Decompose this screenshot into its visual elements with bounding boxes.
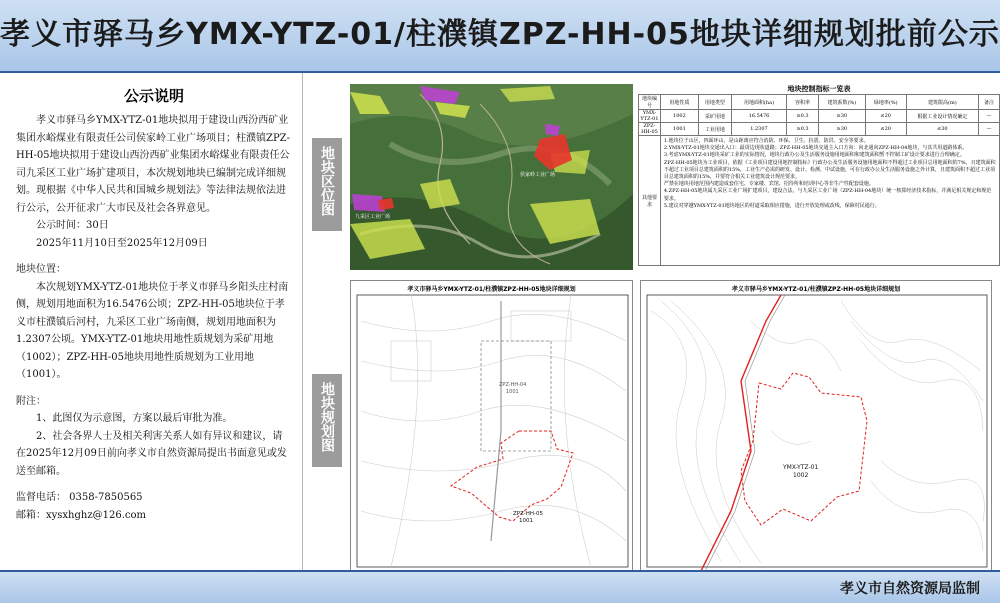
parcel-boundary-ymx bbox=[741, 373, 867, 525]
table-header-cell: 用地面积(ha) bbox=[731, 95, 786, 110]
table-cell: 16.5476 bbox=[731, 110, 786, 123]
table-cell: ≥30 bbox=[818, 123, 865, 136]
table-cell: ZPZ-HH-05 bbox=[639, 123, 661, 136]
requirement-note: 2.YMX-YTZ-01地块交通出入口：最周边现状道路；ZPZ-HH-05地块交通主入口方向：向北通向ZPZ-HH-04地块，与其共用道路体系。 bbox=[663, 145, 968, 152]
map-label-1: 九采区工业广场 bbox=[355, 214, 391, 220]
requirement-note: 3.考虑YMX-YTZ-01地块采矿工业的实际情况，地块行政办公及生活服务设施用地面积和建筑面积暂不控制工矿设计要求进行合理确定。 bbox=[663, 152, 965, 159]
satellite-image bbox=[350, 84, 633, 270]
requirement-note: 严禁在地块用地范围内建造成套住宅、专家楼、宾馆、招待所和培训中心等非生产性配套设施。 bbox=[663, 181, 874, 188]
note-2: 2、社会各界人士及相关利害关系人如有异议和建议，请在2025年12月09日前向孝义市自然资源局提出书面意见或发送至邮箱。 bbox=[16, 430, 287, 477]
notice-heading: 公示说明 bbox=[123, 87, 184, 105]
table-cell: ≤30 bbox=[906, 123, 978, 136]
planning-drawing-left bbox=[351, 281, 633, 571]
neighbor-parcel-code: ZPZ-HH-04 bbox=[499, 382, 527, 388]
road-line bbox=[701, 295, 781, 571]
table-header-cell: 容积率 bbox=[787, 95, 819, 110]
planning-map-label bbox=[312, 374, 342, 467]
table-cell: ≤20 bbox=[865, 123, 906, 136]
parcel-sub-zpz: 1001 bbox=[519, 518, 533, 524]
note-1: 1、此图仅为示意图，方案以最后审批为准。 bbox=[36, 413, 233, 424]
issuing-department: 孝义市自然资源局监制 bbox=[840, 581, 980, 597]
table-cell: 1002 bbox=[660, 110, 698, 123]
notes-heading: 附注： bbox=[16, 395, 46, 407]
supervision-phone: 监督电话： 0358-7850565 bbox=[16, 492, 143, 503]
table-header-cell: 绿地率(%) bbox=[865, 95, 906, 110]
indicator-table bbox=[638, 94, 1000, 266]
parcel-code-zpz: ZPZ-HH-05 bbox=[513, 511, 543, 517]
table-header-cell: 备注 bbox=[979, 95, 1000, 110]
notice-intro: 孝义市驿马乡YMX-YTZ-01地块拟用于建设山西汾西矿业集团水峪煤业有限责任公司侯家岭工业广场项目；柱濮镇ZPZ-HH-05地块拟用于建设山西汾西矿业集团水峪煤业有限责任公司九采区工业广场扩建项目，本次规划地块已编制完成详细规划。现根据《中华人民共和国城乡规划法》等法律法规依法进行公示，公开征求广大市民及社会各界意见。 bbox=[16, 115, 291, 214]
table-header-row bbox=[639, 95, 1000, 110]
table-row bbox=[639, 110, 1000, 123]
planning-map-label-text: 地块规划图 bbox=[319, 382, 335, 452]
table-header-cell: 地块编号 bbox=[639, 95, 661, 110]
other-requirements-label: 其他要求 bbox=[639, 136, 661, 266]
other-requirements-notes bbox=[660, 136, 999, 266]
page-title: 孝义市驿马乡YMX-YTZ-01/柱濮镇ZPZ-HH-05地块详细规划批前公示 bbox=[0, 17, 1000, 52]
table-cell: ≥0.3 bbox=[787, 123, 819, 136]
requirement-note: ZPZ-HH-05地块为工业项目，依据《工业项目建设用地控制指标》行政办公及生活服务设施用地面积不得超过工业项目总用地面积的7%，且建筑面积不超过工业项目总建筑面积的15%，工业生产必需的研发、设计、检测、中试设施，可在行政办公及生活服务设施之外计算，且建筑面积不超过工业项目总建筑面积的15%，并要符合相关工业建筑设计规范要求。 bbox=[663, 159, 996, 181]
location-map bbox=[350, 84, 633, 270]
table-row-other bbox=[639, 136, 1000, 266]
table-header-cell: 建筑系数(%) bbox=[818, 95, 865, 110]
neighbor-parcel-sub: 1001 bbox=[506, 389, 519, 395]
table-cell: YMX-YTZ-01 bbox=[640, 110, 659, 122]
parcel-code-ymx: YMX-YTZ-01 bbox=[783, 464, 819, 471]
indicator-table-title: 地块控制指标一览表 bbox=[787, 84, 851, 93]
parcel-sub-ymx: 1002 bbox=[793, 472, 809, 479]
table-row bbox=[639, 123, 1000, 136]
table-cell: ≥0.3 bbox=[787, 110, 819, 123]
table-cell: 根据工业设计情况确定 bbox=[906, 110, 978, 123]
table-cell: 1.2307 bbox=[731, 123, 786, 136]
parcel-boundary-zpz bbox=[451, 431, 573, 521]
table-cell: ≥30 bbox=[818, 110, 865, 123]
notice-dates: 2025年11月10日至2025年12月09日 bbox=[36, 237, 208, 249]
requirement-note: 5.建议对穿越YMX-YTZ-01地块地区的村道采取相应措施，进行开放处理或改线，保障村民通行。 bbox=[663, 202, 880, 209]
notice-panel bbox=[0, 73, 303, 570]
location-heading: 地块位置： bbox=[16, 264, 66, 275]
contact-email: 邮箱：xysxhghz@126.com bbox=[16, 509, 146, 521]
page-header bbox=[0, 0, 1000, 73]
table-header-cell: 用地类型 bbox=[698, 95, 731, 110]
planning-map-left-title: 孝义市驿马乡YMX-YTZ-01/柱濮镇ZPZ-HH-05地块详细规划 bbox=[407, 286, 576, 293]
table-cell: ≤20 bbox=[865, 110, 906, 123]
indicator-table-panel bbox=[638, 84, 1000, 270]
planning-map-right-title: 孝义市驿马乡YMX-YTZ-01/柱濮镇ZPZ-HH-05地块详细规划 bbox=[731, 286, 901, 293]
table-cell: 1001 bbox=[660, 123, 698, 136]
location-text: 本次规划YMX-YTZ-01地块位于孝义市驿马乡阳头庄村南侧，规划用地面积为16.5476公顷；ZPZ-HH-05地块位于孝义市柱濮镇后河村，九采区工业广场南侧，规划用地面积为1.2307公顷。YMX-YTZ-01地块用地性质规划为采矿用地（1002）；ZPZ-HH-05地块用地性质规划为工业用地（1001）。 bbox=[16, 281, 289, 380]
notice-period: 公示时间：30日 bbox=[36, 220, 109, 231]
requirement-note: 1.地块位于山区，四面环山，是山距离应符合消防、环保、卫生、抗震、防洪、安全等要求。 bbox=[663, 138, 869, 144]
table-header-cell: 用地性质 bbox=[660, 95, 698, 110]
planning-map-left bbox=[350, 280, 633, 571]
table-cell: 采矿用地 bbox=[698, 110, 731, 123]
planning-drawing-right bbox=[641, 281, 992, 571]
table-cell: 工业用地 bbox=[698, 123, 731, 136]
planning-map-right bbox=[640, 280, 992, 571]
table-header-cell: 建筑限高(m) bbox=[906, 95, 978, 110]
location-map-label-text: 地块区位图 bbox=[319, 146, 335, 216]
page-footer bbox=[0, 570, 1000, 603]
location-map-label bbox=[312, 138, 342, 231]
map-label-2: 侯家岭工业广场 bbox=[520, 172, 556, 178]
table-cell: — bbox=[979, 110, 1000, 123]
requirement-note: 4.ZPZ-HH-05地块属九采区工业广场扩建项目，建设合法，与九采区工业广场（ZPZ-HH-04地块）统一核算经济技术指标，并满足相关规定和规范要求。 bbox=[663, 188, 992, 202]
table-cell: — bbox=[979, 123, 1000, 136]
